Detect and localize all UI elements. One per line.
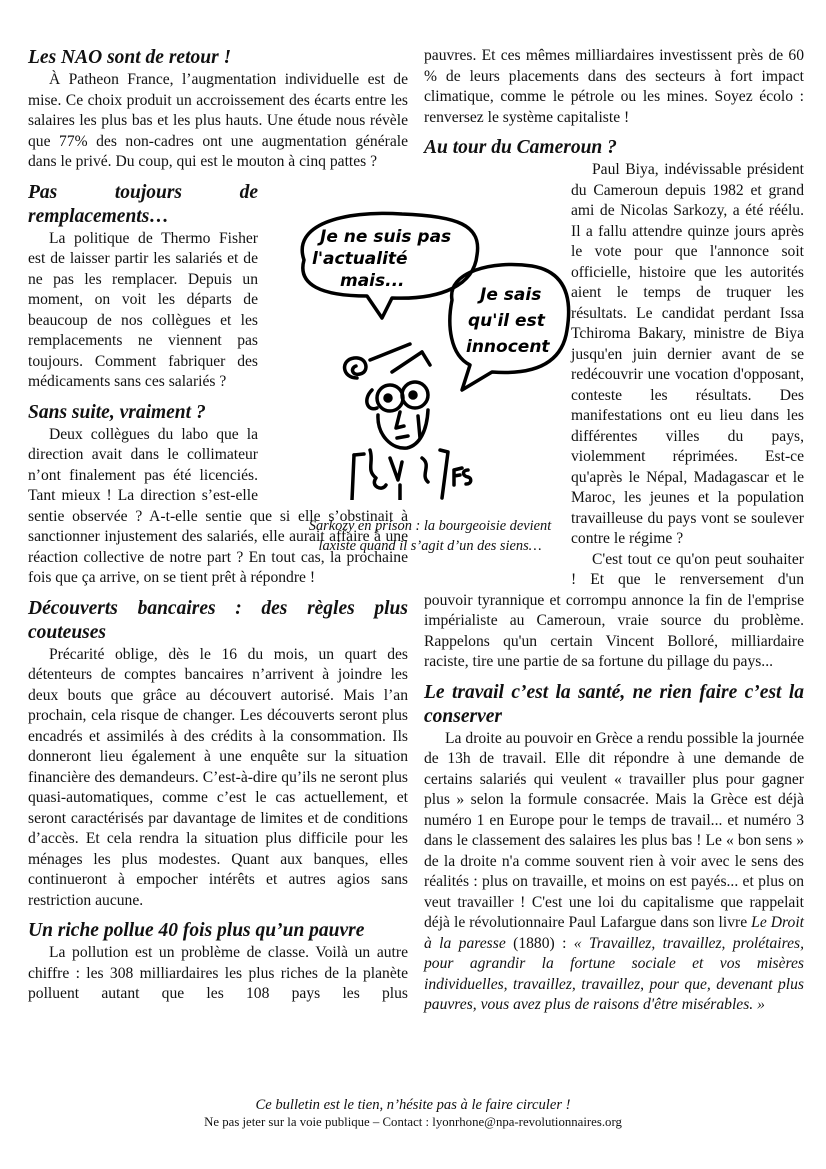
article-body — [424, 729, 804, 1016]
article-pollution — [28, 919, 408, 1005]
article-title: Pas toujours de remplacements… — [28, 181, 258, 227]
footer-slogan: Ce bulletin est le tien, n’hésite pas à le faire circuler ! — [255, 1097, 571, 1113]
bubble-right-line1: Je sais — [480, 285, 542, 305]
body-text: (1880) : — [505, 934, 574, 952]
bubble-left-line3: mais... — [340, 271, 405, 291]
footer — [0, 1096, 826, 1131]
article-title: Sans suite, vraiment ? — [28, 401, 206, 423]
cartoon-illustration — [282, 200, 582, 500]
article-travail — [424, 681, 804, 1016]
article-nao — [28, 46, 408, 173]
article-body: À Patheon France, l’augmentation individuelle est de mise. Ce choix produit un accroissement des écarts entre les salaires les plus bas et les plus hauts. Une étude nous révèle que 77% des non-cadres ont une augmentation générale dans le privé. Du coup, qui est le mouton à cinq pattes ? — [28, 71, 408, 170]
bubble-left-line1: Je ne suis pas — [320, 227, 452, 247]
article-title: Au tour du Cameroun ? — [424, 137, 617, 158]
article-title: Le travail c’est la santé, ne rien faire c’est la conserver — [424, 681, 804, 727]
article-decouverts — [28, 597, 408, 912]
article-body: Précarité oblige, dès le 16 du mois, un quart des détenteurs de comptes bancaires n’arrivent à joindre les deux bouts que grâce au découvert autorisé. Mais l’an prochain, cela risque de changer. Les découverts seront plus encadrés et assimilés à des crédits à la consommation. Ils donneront lieu également à une enquête sur la situation financière des demandeurs. C’est-à-dire qu’ils ne seront plus quasi-automatiques, comme c’est le cas actuellement, et seront caractérisés par davantage de limites et de conditions d’accès. Et cela rendra la situation plus difficile pour les ménages les plus modestes. Quant aux banques, elles continueront à empocher intérêts et autres agios sans restriction aucune. — [28, 645, 408, 909]
article-body: La pollution est un problème de classe. Voilà un autre chiffre : les 308 milliardaires les plus riches de la planète polluent autant que les 108 pays les plus — [28, 944, 408, 1002]
article-title: Les NAO sont de retour ! — [28, 47, 232, 68]
article-body: C'est tout ce qu'on peut souhaiter ! Et que le renversement d'un pouvoir tyrannique et corrompu annonce la fin de l'emprise impérialiste au Cameroun, vraie source du problème. Rappelons qu'un certain Vincent Bolloré, milliardaire raciste, tire une partie de sa fortune du pillage du pays... — [424, 550, 804, 670]
footer-contact: Ne pas jeter sur la voie publique – Contact : lyonrhone@npa-revolutionnaires.org — [204, 1115, 622, 1129]
article-body: Deux collègues du labo que la direction avait dans le collimateur n’ont finalement pas été licenciés. Tant mieux ! La direction s’est-elle sentie observée ? A-t-elle sentie que si elle s’obstinait à sanctionner injustement des salariés, elle aurait affaire à une réaction collective de notre part ? En tout cas, la prochaine fois que ça arrive, on se tient prêt à répondre ! — [28, 425, 408, 586]
article-body: La politique de Thermo Fisher est de laisser partir les salariés et de ne pas les remplacer. Depuis un moment, on voit les départs de beaucoup de nos collègues et les remplacements ne viennent pas toujours. Comment fabriquer des médicaments sans ces salariés ? — [28, 229, 258, 390]
bubble-right-line2: qu'il est — [468, 311, 545, 331]
quote: « Travaillez, travaillez, prolétaires, pour agrandir la fortune sociale et vos misères individuelles, travaillez, travaillez, pour que, devenant plus pauvres, vous avez plus de raisons d'être misérables. » — [424, 934, 804, 1013]
article-body: Paul Biya, indévissable président du Cameroun depuis 1982 et grand ami de Nicolas Sarkozy, a été réélu. Il a fallu attendre quinze jours après le vote pour que l'annonce soit officielle, histoire que les autorités aient le temps de truquer les résultats. Le candidat perdant Issa Tchiroma Bakary, ministre de Biya jusqu'en juin dernier avant de se redécouvrir une vocation d'opposant, conteste les résultats. Des manifestations ont eu lieu dans les différentes villes du pays, violemment réprimées. Est-ce qu'après le Népal, Madagascar et le Maroc, les jeunes et la population travailleuse du pays vont se soulever contre le régime ? — [571, 161, 804, 547]
bubble-left-line2: l'actualité — [312, 249, 408, 269]
article-title: Un riche pollue 40 fois plus qu’un pauvre — [28, 920, 365, 941]
bubble-right-line3: innocent — [466, 337, 550, 357]
book-title: Le Droit à la paresse — [424, 914, 804, 952]
cartoon-caption: Sarkozy en prison : la bourgeoisie devient laxiste quand il s’agit d’un des siens… — [308, 518, 552, 554]
body-text: La droite au pouvoir en Grèce a rendu possible la journée de 13h de travail. Elle dit répondre à une demande de certains salariés qui veulent « travailler plus pour gagner plus » selon la formule consacrée. Mais la Grèce est déjà numéro 1 en Europe pour le temps de travail... et numéro 3 dans le classement des salaires les plus bas ! Le « bon sens » de la droite n'a comme souvent rien à voir avec le sens des réalités : plus on travaille, et moins on est payés... et plus on veut travailler ! C'est une loi du capitalisme que rappelait déjà le révolutionnaire Paul Lafargue dans son livre — [424, 729, 804, 931]
sarkozy-drawing-icon — [282, 200, 582, 500]
article-title: Découverts bancaires : des règles plus couteuses — [28, 597, 408, 643]
article-body-continued: pauvres. Et ces mêmes milliardaires investissent près de 60 % de leurs placements dans des secteurs à fort impact climatique, comme le pétrole ou les mines. Soyez écolo : renversez le système capitaliste ! — [424, 47, 804, 126]
